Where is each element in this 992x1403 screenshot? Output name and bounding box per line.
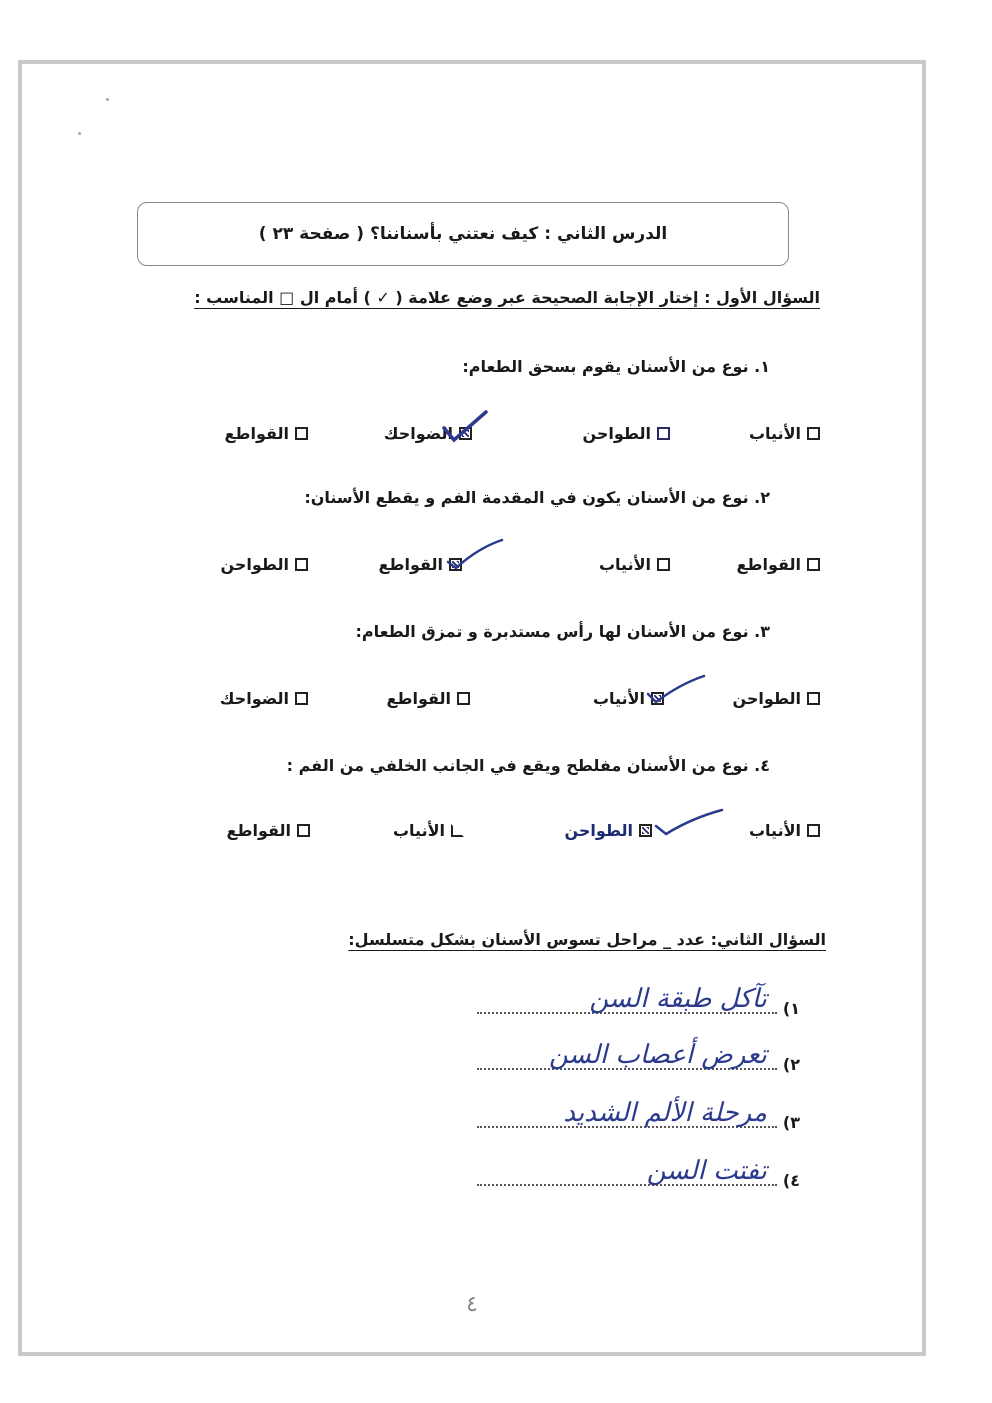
q1-item3-text: ٣. نوع من الأسنان لها رأس مستدبرة و تمزق الطعام: bbox=[355, 622, 770, 641]
q1-item3-option3[interactable]: القواطع bbox=[386, 689, 470, 708]
checkbox-checked[interactable] bbox=[449, 558, 462, 571]
q2-answer-2[interactable] bbox=[477, 1040, 800, 1074]
q1-item1-text: ١. نوع من الأسنان يقوم بسحق الطعام: bbox=[462, 357, 770, 376]
checkbox[interactable] bbox=[295, 692, 308, 705]
checkbox-checked[interactable] bbox=[651, 692, 664, 705]
checkbox[interactable] bbox=[457, 692, 470, 705]
checkbox[interactable] bbox=[297, 824, 310, 837]
checkbox-checked[interactable] bbox=[639, 824, 652, 837]
q1-item2-text: ٢. نوع من الأسنان يكون في المقدمة الفم و يقطع الأسنان: bbox=[304, 488, 770, 507]
scan-speck bbox=[78, 132, 81, 135]
answer-line-dots bbox=[477, 984, 777, 1014]
answer-number: ٢) bbox=[782, 1055, 800, 1074]
q2-answer-1[interactable] bbox=[477, 984, 800, 1018]
q1-item1-option2[interactable]: الطواحن bbox=[582, 424, 670, 443]
q1-item2-option1[interactable]: القواطع bbox=[736, 555, 820, 574]
checkbox[interactable] bbox=[295, 558, 308, 571]
answer-number: ١) bbox=[782, 999, 800, 1018]
answer-line-dots bbox=[477, 1098, 777, 1128]
checkbox[interactable] bbox=[807, 427, 820, 440]
lesson-title: الدرس الثاني : كيف نعتني بأسناننا؟ ( صفحة ٢٣ ) bbox=[258, 224, 668, 244]
q1-item1-option1[interactable]: الأنياب bbox=[749, 424, 820, 443]
q1-item2-option2[interactable]: الأنياب bbox=[599, 555, 670, 574]
q1-item4-option3[interactable]: الأنياب bbox=[393, 821, 464, 840]
q1-item1-option3[interactable]: الضواحك bbox=[384, 424, 472, 443]
q2-answer-4[interactable] bbox=[477, 1156, 800, 1190]
checkbox[interactable] bbox=[657, 427, 670, 440]
q2-answer-3[interactable] bbox=[477, 1098, 800, 1132]
checkbox[interactable] bbox=[807, 692, 820, 705]
answer-number: ٤) bbox=[782, 1171, 800, 1190]
q1-item1-option4[interactable]: القواطع bbox=[224, 424, 308, 443]
q1-item2-option3[interactable]: القواطع bbox=[378, 555, 462, 574]
q1-item3-option1[interactable]: الطواحن bbox=[732, 689, 820, 708]
answer-number: ٣) bbox=[782, 1113, 800, 1132]
scan-speck bbox=[106, 98, 109, 101]
checkbox[interactable] bbox=[295, 427, 308, 440]
handwritten-answer: تعرض أعصاب السن bbox=[549, 1040, 767, 1070]
q1-item2-option4[interactable]: الطواحن bbox=[220, 555, 308, 574]
q1-item4-text: ٤. نوع من الأسنان مفلطح ويقع في الجانب الخلفي من الفم : bbox=[286, 756, 770, 775]
checkbox[interactable] bbox=[657, 558, 670, 571]
page-number: ٤ bbox=[466, 1292, 478, 1317]
handwritten-answer: تفتت السن bbox=[646, 1156, 767, 1186]
q1-item4-option1[interactable]: الأنياب bbox=[749, 821, 820, 840]
answer-line-dots bbox=[477, 1156, 777, 1186]
question1-heading: السؤال الأول : إختار الإجابة الصحيحة عبر وضع علامة ( ✓ ) أمام ال □ المناسب : bbox=[194, 288, 820, 307]
checkbox-checked[interactable] bbox=[459, 427, 472, 440]
q1-item3-option2[interactable]: الأنياب bbox=[593, 689, 664, 708]
handwritten-answer: تآكل طبقة السن bbox=[589, 984, 767, 1014]
question2-heading: السؤال الثاني: عدد _ مراحل تسوس الأسنان بشكل متسلسل: bbox=[348, 930, 826, 949]
handwritten-answer: مرحلة الألم الشديد bbox=[563, 1098, 767, 1128]
q1-item4-option4[interactable]: القواطع bbox=[226, 821, 310, 840]
lesson-title-box bbox=[137, 202, 789, 266]
checkbox[interactable] bbox=[807, 824, 820, 837]
checkbox[interactable] bbox=[451, 824, 464, 837]
q1-item3-option4[interactable]: الضواحك bbox=[220, 689, 308, 708]
answer-line-dots bbox=[477, 1040, 777, 1070]
q1-item4-option2[interactable]: الطواحن bbox=[564, 821, 652, 840]
checkbox[interactable] bbox=[807, 558, 820, 571]
